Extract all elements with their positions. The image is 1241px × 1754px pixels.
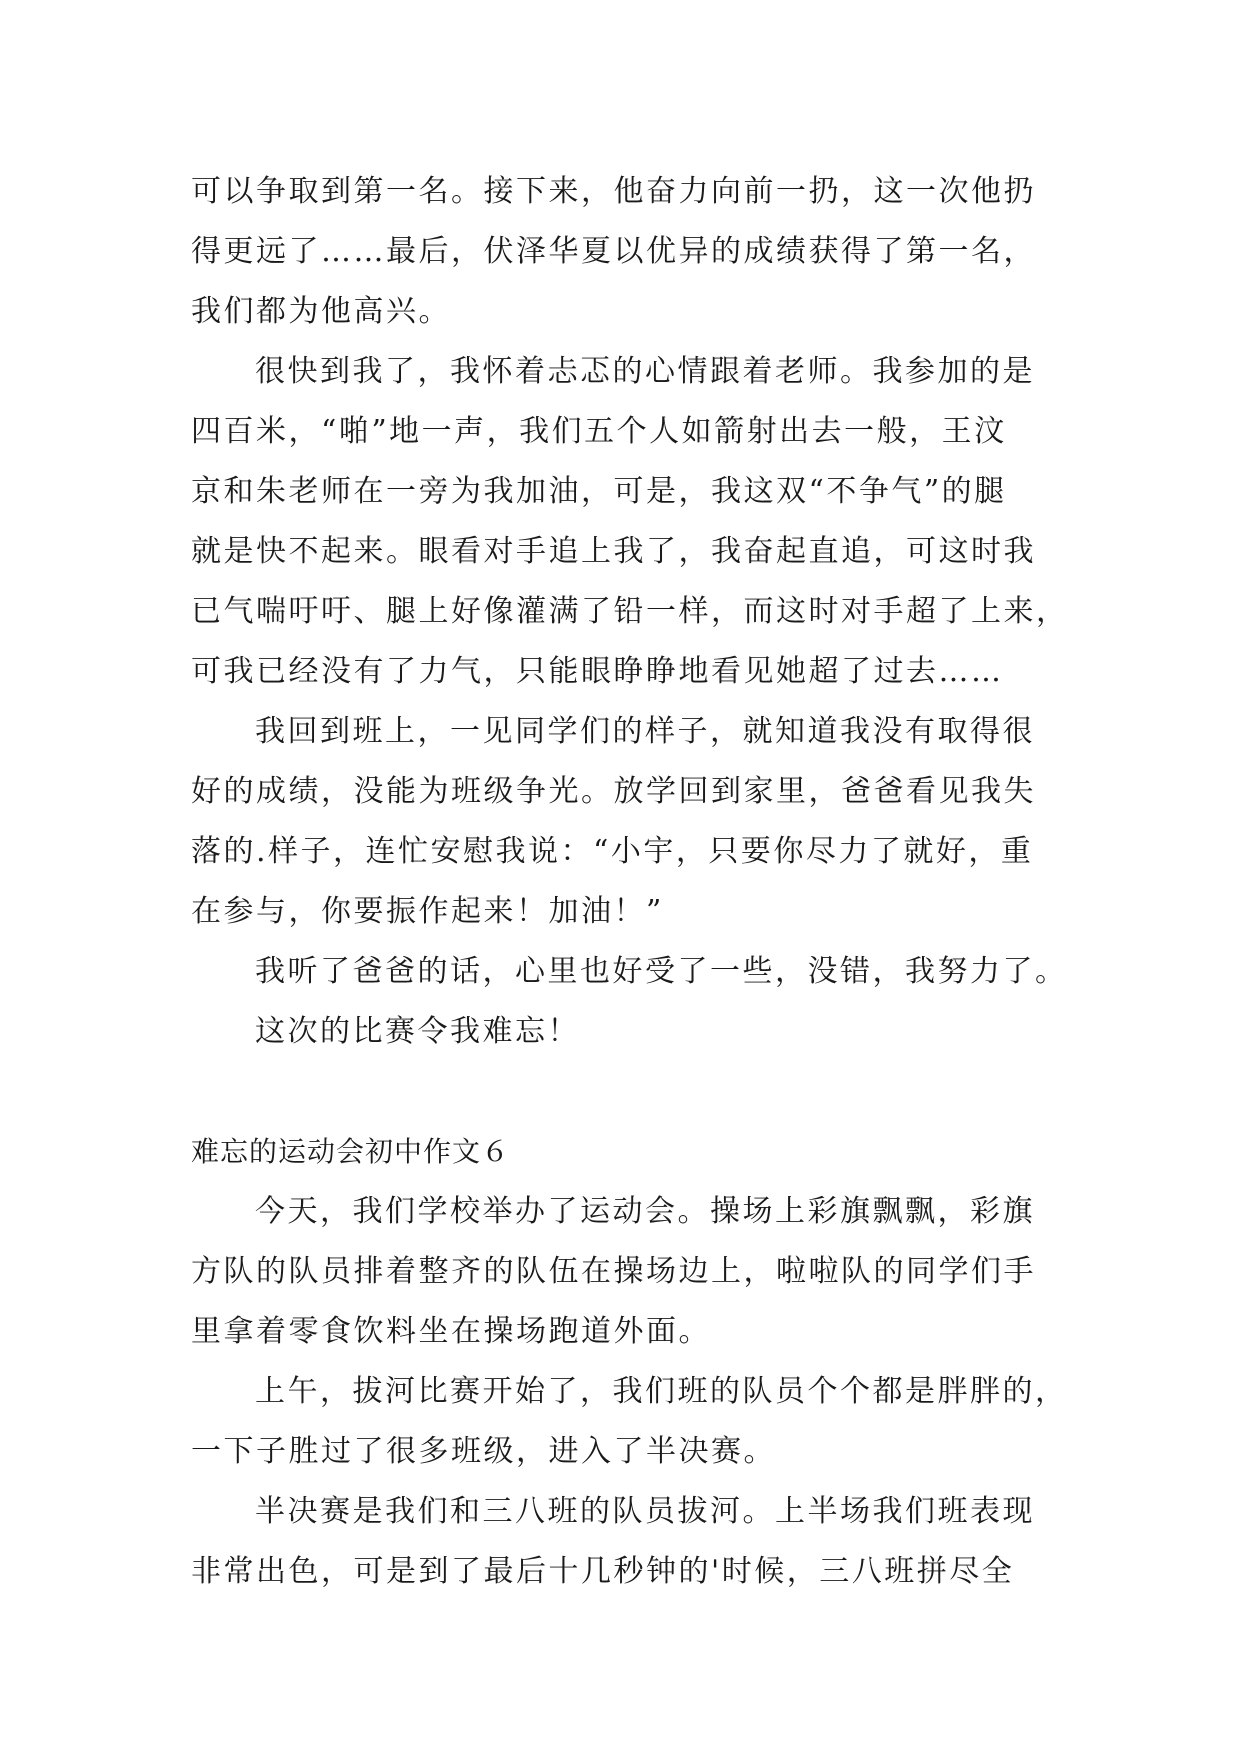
text-line: 可以争取到第一名。接下来，他奋力向前一扔，这一次他扔 bbox=[191, 174, 1036, 209]
section-title: 难忘的运动会初中作文６ bbox=[191, 1135, 511, 1168]
text-line: 落的.样子，连忙安慰我说：“小宇，只要你尽力了就好，重 bbox=[191, 834, 1034, 869]
paragraph bbox=[191, 1482, 1051, 1602]
section-spacer bbox=[191, 1062, 1051, 1122]
text-line: 我们都为他高兴。 bbox=[191, 294, 451, 329]
text-line: 好的成绩，没能为班级争光。放学回到家里，爸爸看见我失 bbox=[191, 774, 1036, 809]
text-line: 在参与，你要振作起来！加油！” bbox=[191, 894, 664, 929]
text-line: 方队的队员排着整齐的队伍在操场边上，啦啦队的同学们手 bbox=[191, 1254, 1036, 1289]
text-line: 今天，我们学校举办了运动会。操场上彩旗飘飘，彩旗 bbox=[255, 1194, 1035, 1229]
text-line: 可我已经没有了力气，只能眼睁睁地看见她超了过去…… bbox=[191, 654, 1004, 689]
text-line: 上午，拔河比赛开始了，我们班的队员个个都是胖胖的， bbox=[255, 1374, 1068, 1409]
text-line: 我回到班上，一见同学们的样子，就知道我没有取得很 bbox=[255, 714, 1035, 749]
paragraph bbox=[191, 942, 1068, 1002]
paragraph bbox=[191, 1002, 1051, 1062]
text-line: 非常出色，可是到了最后十几秒钟的'时候，三八班拼尽全 bbox=[191, 1554, 1015, 1589]
text-line: 京和朱老师在一旁为我加油，可是，我这双“不争气”的腿 bbox=[191, 474, 1007, 509]
paragraph bbox=[191, 162, 1051, 342]
text-line: 得更远了……最后，伏泽华夏以优异的成绩获得了第一名， bbox=[191, 234, 1036, 269]
text-line: 就是快不起来。眼看对手追上我了，我奋起直追，可这时我 bbox=[191, 534, 1036, 569]
text-line: 四百米，“啪”地一声，我们五个人如箭射出去一般，王汶 bbox=[191, 414, 1007, 449]
paragraph bbox=[191, 702, 1051, 942]
text-line: 半决赛是我们和三八班的队员拔河。上半场我们班表现 bbox=[255, 1494, 1035, 1529]
text-line: 很快到我了，我怀着忐忑的心情跟着老师。我参加的是 bbox=[255, 354, 1035, 389]
paragraph bbox=[191, 1182, 1051, 1362]
text-line: 这次的比赛令我难忘！ bbox=[255, 1014, 580, 1049]
paragraph bbox=[191, 1362, 1068, 1482]
paragraph bbox=[191, 342, 1069, 702]
document-body bbox=[191, 162, 1069, 1602]
text-line: 一下子胜过了很多班级，进入了半决赛。 bbox=[191, 1434, 776, 1469]
text-line: 已气喘吁吁、腿上好像灌满了铅一样，而这时对手超了上来， bbox=[191, 594, 1069, 629]
text-line: 我听了爸爸的话，心里也好受了一些，没错，我努力了。 bbox=[255, 954, 1068, 989]
text-line: 里拿着零食饮料坐在操场跑道外面。 bbox=[191, 1314, 711, 1349]
